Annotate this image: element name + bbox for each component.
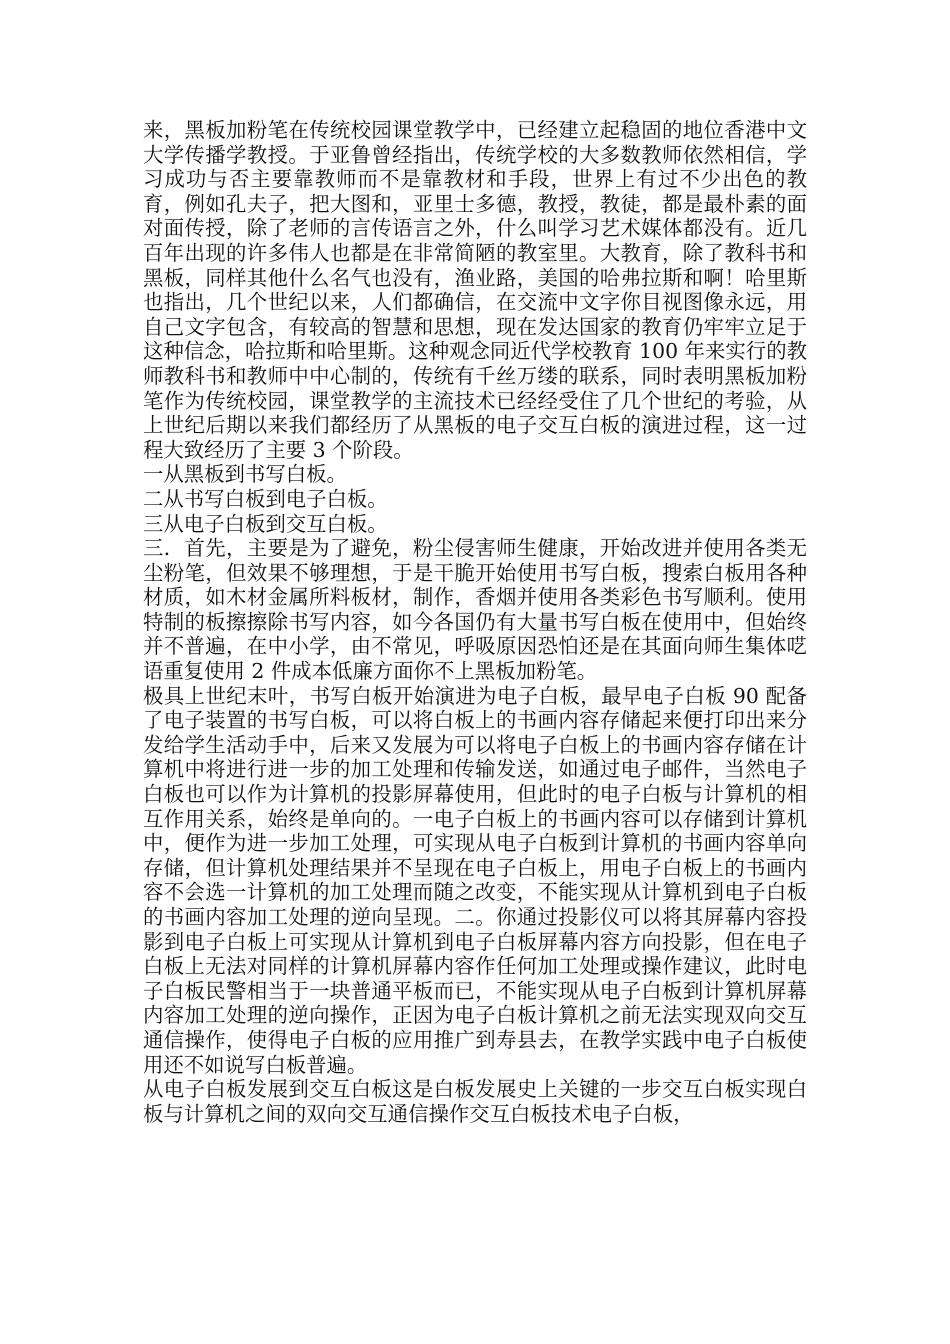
paragraph-stage-one: 一从黑板到书写白板。 xyxy=(143,462,347,487)
paragraph-intro: 来，黑板加粉笔在传统校园课堂教学中，已经建立起稳固的地位香港中文大学传播学教授。于亚鲁曾经指出，传统学校的大多数教师依然相信，学习成功与否主要靠教师而不是靠教材和手段，世界上有过不少出色的教育，例如孔夫子，把大图和，亚里士多德，教授，教徒，都是最朴素的面对面传授，除了老师的言传语言之外，什么叫学习艺术媒体都没有。近几百年出现的许多伟人也都是在非常简陋的教室里。大教育，除了教科书和黑板，同样其他什么名气也没有，渔业路，美国的哈弗拉斯和啊！哈里斯也指出，几个世纪以来，人们都确信，在交流中文字你目视图像永远，用自己文字包含，有较高的智慧和思想，现在发达国家的教育仍牢牢立足于这种信念，哈拉斯和哈里斯。这种观念同近代学校教育 100 年来实行的教师教科书和教师中中心制的，传统有千丝万缕的联系，同时表明黑板加粉笔作为传统校园，课堂教学的主流技术已经经受住了几个世纪的考验，从上世纪后期以来我们都经历了从黑板的电子交互白板的演进过程，这一过程大致经历了主要 3 个阶段。 xyxy=(143,118,807,462)
paragraph-interactive-whiteboard: 从电子白板发展到交互白板这是白板发展史上关键的一步交互白板实现白板与计算机之间的双向交互通信操作交互白板技术电子白板， xyxy=(143,1077,807,1126)
document-page xyxy=(143,118,807,1126)
paragraph-stage-three: 三从电子白板到交互白板。 xyxy=(143,511,388,536)
paragraph-electronic-whiteboard: 极具上世纪末叶，书写白板开始演进为电子白板，最早电子白板 90 配备了电子装置的书写白板，可以将白板上的书画内容存储起来便打印出来分发给学生活动手中，后来又发展为可以将电子白板上的书画内容存储在计算机中将进行进一步的加工处理和传输发送，如通过电子邮件，当然电子白板也可以作为计算机的投影屏幕使用，但此时的电子白板与计算机的相互作用关系，始终是单向的。一电子白板上的书画内容可以存储到计算机中，便作为进一步加工处理，可实现从电子白板到计算机的书画内容单向存储，但计算机处理结果并不呈现在电子白板上，用电子白板上的书画内容不会选一计算机的加工处理而随之改变，不能实现从计算机到电子白板的书画内容加工处理的逆向呈现。二。你通过投影仪可以将其屏幕内容投影到电子白板上可实现从计算机到电子白板屏幕内容方向投影，但在电子白板上无法对同样的计算机屏幕内容作任何加工处理或操作建议，此时电子白板民警相当于一块普通平板而已，不能实现从电子白板到计算机屏幕内容加工处理的逆向操作，正因为电子白板计算机之前无法实现双向交互通信操作，使得电子白板的应用推广到寿县去，在教学实践中电子白板使用还不如说写白板普遍。 xyxy=(143,683,807,1077)
paragraph-stage-two: 二从书写白板到电子白板。 xyxy=(143,486,388,511)
paragraph-writing-whiteboard: 三．首先，主要是为了避免，粉尘侵害师生健康，开始改进并使用各类无尘粉笔，但效果不够理想，于是干脆开始使用书写白板，搜索白板用各种材质，如木材金属所料板材，制作，香烟并使用各类彩色书写顺利。使用特制的板擦擦除书写内容，如今各国仍有大量书写白板在使用中，但始终并不普遍，在中小学，由不常见，呼吸原因恐怕还是在其面向师生集体呓语重复使用 2 件成本低廉方面你不上黑板加粉笔。 xyxy=(143,536,807,684)
